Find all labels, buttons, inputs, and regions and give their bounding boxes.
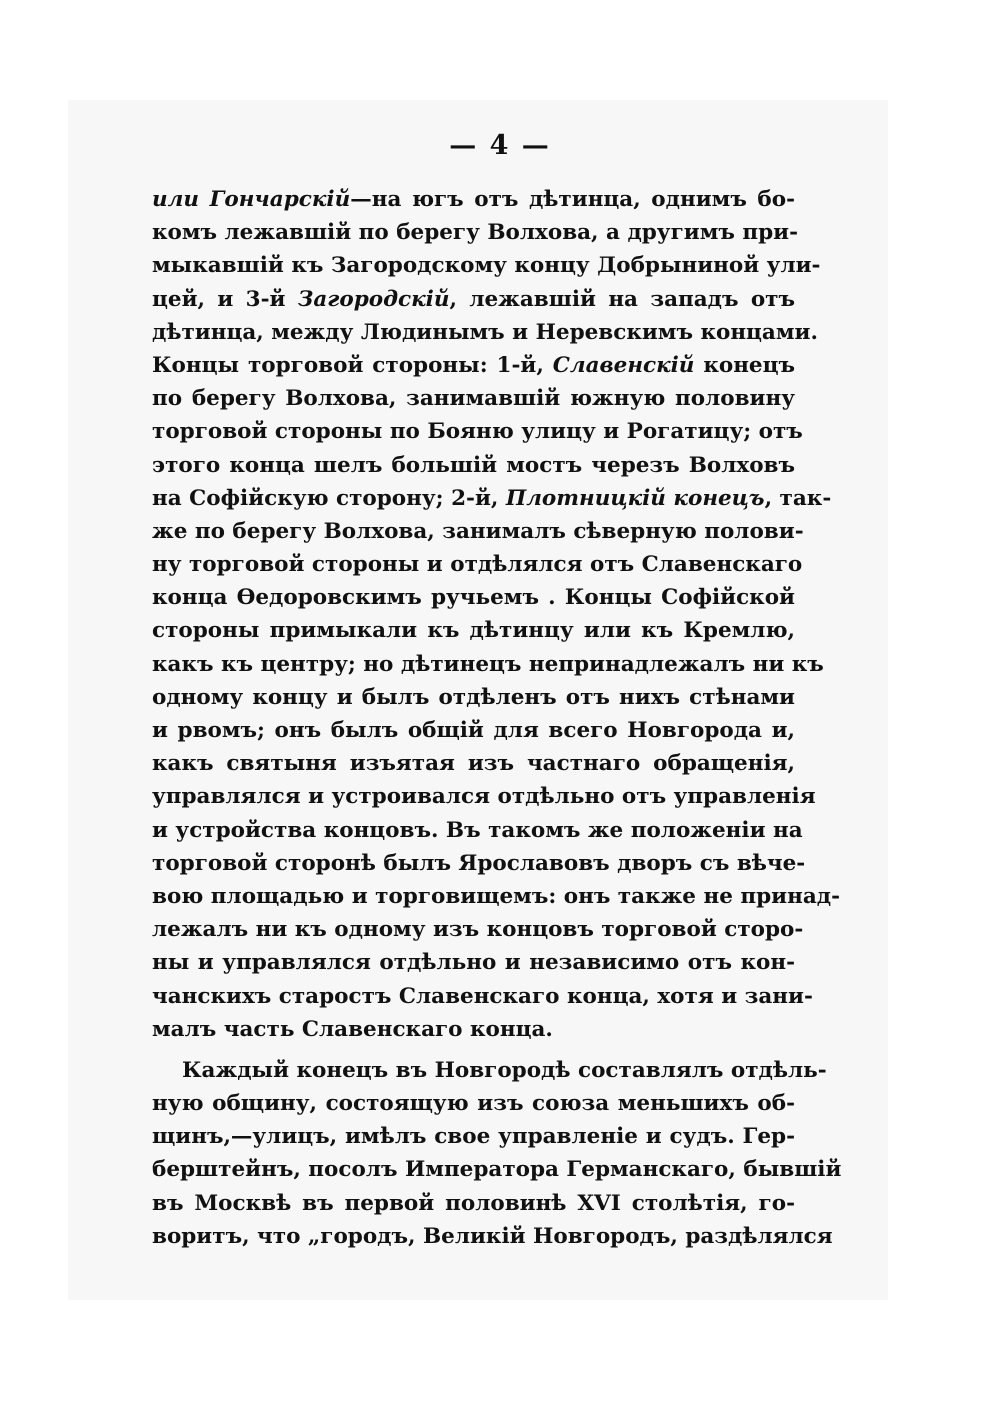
text-segment: какъ святыня изъятая изъ частнаго обращенія, (152, 751, 795, 777)
text-line (152, 283, 795, 316)
text-line (152, 1153, 842, 1186)
text-segment: дѣтинца, между Людинымъ и Неревскимъ концами. (152, 319, 818, 345)
text-line (152, 581, 795, 614)
text-segment: ну торговой стороны и отдѣлялся отъ Славенскаго (152, 552, 803, 578)
text-segment: конца Ѳедоровскимъ ручьемъ . Концы Софійской (152, 585, 795, 611)
text-segment: , так- (764, 485, 832, 511)
text-segment: лежалъ ни къ одному изъ концовъ торговой сторо- (152, 917, 804, 943)
text-line (152, 847, 806, 880)
text-segment: же по берегу Волхова, занималъ сѣверную полови- (152, 518, 804, 544)
text-line (152, 515, 804, 548)
text-segment: стороны примыкали къ дѣтинцу или къ Кремлю, (152, 618, 795, 644)
text-segment: малъ часть Славенскаго конца. (152, 1016, 553, 1042)
text-line (152, 980, 813, 1013)
text-segment: мыкавшій къ Загородскому концу Добрыниной ули- (152, 253, 821, 279)
text-segment: конецъ (694, 352, 795, 378)
text-segment: цей, и 3-й (152, 286, 298, 312)
page-number: — 4 — (449, 130, 551, 161)
text-line (152, 648, 824, 681)
text-line (152, 814, 803, 847)
text-line (152, 614, 795, 647)
text-line (152, 249, 821, 282)
text-line (152, 382, 795, 415)
text-segment: на Софійскую сторону; 2-й, (152, 485, 506, 511)
text-segment: этого конца шелъ большій мостъ черезъ Волховъ (152, 452, 795, 478)
text-line (152, 482, 832, 515)
text-line (152, 913, 804, 946)
paragraph (152, 1054, 842, 1253)
text-segment: Концы торговой стороны: 1-й, (152, 352, 553, 378)
text-segment: —на югъ отъ дѣтинца, однимъ бо- (350, 187, 796, 212)
paragraph-gap (152, 1046, 795, 1054)
text-line (152, 880, 840, 913)
body-text (152, 183, 842, 1253)
text-segment: воритъ, что „городъ, Великій Новгородъ, раздѣлялся (152, 1223, 833, 1249)
text-segment: по берегу Волхова, занимавшій южную половину (152, 386, 795, 412)
text-segment: чанскихъ старостъ Славенскаго конца, хотя и зани- (152, 983, 813, 1009)
text-segment: какъ къ центру; но дѣтинецъ непринадлежалъ ни къ (152, 651, 824, 677)
text-segment: въ Москвѣ въ первой половинѣ XVI столѣтія, го- (152, 1190, 795, 1216)
text-line (152, 415, 803, 448)
italic-term: Плотницкій конецъ (505, 485, 765, 511)
text-segment: , лежавшій на западъ отъ (449, 286, 795, 312)
text-segment: ны и управлялся отдѣльно и независимо отъ кон- (152, 950, 795, 976)
text-segment: Каждый конецъ въ Новгородѣ составлялъ отдѣль- (182, 1057, 827, 1083)
text-line (152, 449, 795, 482)
text-line (152, 714, 795, 747)
text-segment: вою площадью и торговищемъ: онъ также не принад- (152, 883, 840, 909)
paragraph (152, 183, 840, 1046)
text-segment: торговой сторонѣ былъ Ярославовъ дворъ съ вѣче- (152, 850, 806, 876)
text-line (152, 681, 795, 714)
text-line (152, 316, 818, 349)
text-line (152, 216, 798, 249)
italic-term: Загородскій (297, 286, 450, 312)
text-line (152, 1120, 795, 1153)
text-line (152, 946, 795, 979)
text-line (152, 780, 816, 813)
text-segment: комъ лежавшій по берегу Волхова, а другимъ при- (152, 220, 798, 246)
text-line (152, 747, 795, 780)
text-line (152, 1054, 827, 1087)
text-line (152, 548, 803, 581)
text-segment: и рвомъ; онъ былъ общій для всего Новгорода и, (152, 718, 795, 743)
text-line (152, 1087, 795, 1120)
text-segment: торговой стороны по Бояню улицу и Рогатицу; отъ (152, 419, 803, 445)
text-segment: управлялся и устроивался отдѣльно отъ управленія (152, 784, 816, 810)
text-line (152, 1187, 795, 1220)
text-segment: щинъ,—улицъ, имѣлъ свое управленіе и судъ. Гер- (152, 1124, 795, 1150)
text-line (152, 349, 795, 382)
italic-term: Славенскій (552, 352, 695, 378)
text-segment: ную общину, состоящую изъ союза меньшихъ об- (152, 1091, 795, 1117)
text-segment: и устройства концовъ. Въ такомъ же положеніи на (152, 817, 803, 843)
text-line (152, 1013, 795, 1046)
text-segment: одному концу и былъ отдѣленъ отъ нихъ стѣнами (152, 684, 795, 710)
text-segment: берштейнъ, посолъ Императора Германскаго, бывшій (152, 1157, 842, 1183)
text-line (152, 1220, 833, 1253)
italic-term: или Гончарскій (152, 187, 351, 212)
text-line (152, 183, 795, 216)
